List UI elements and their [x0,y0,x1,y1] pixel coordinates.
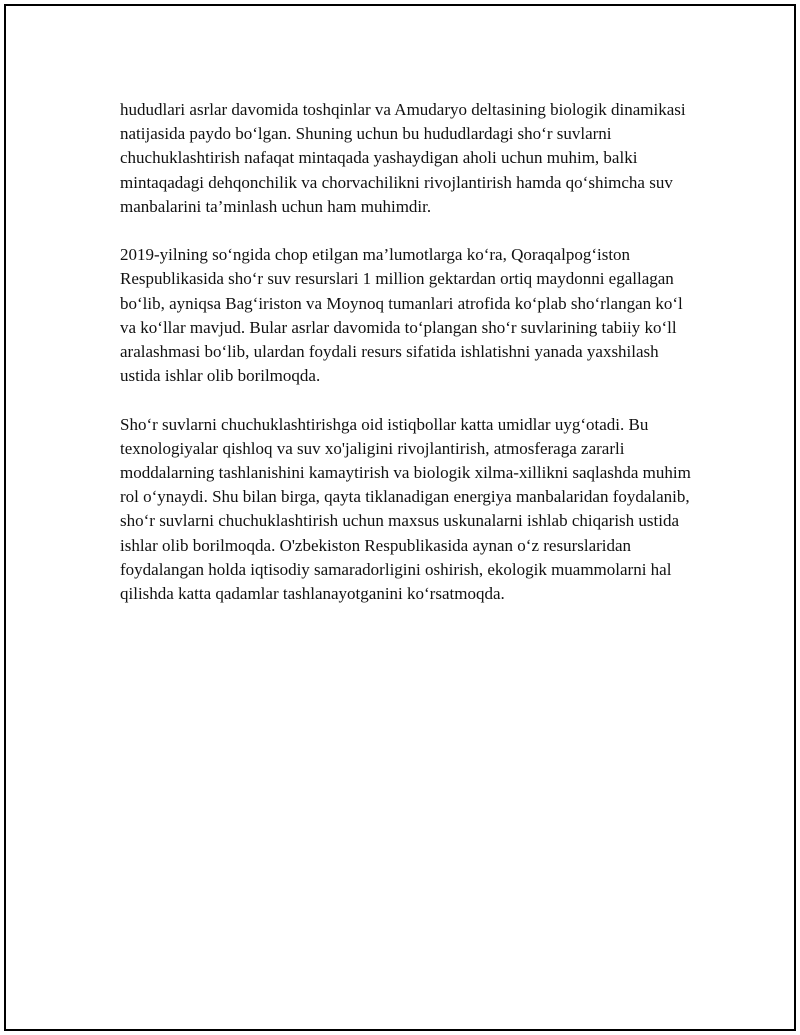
document-body [120,98,695,630]
document-page [4,4,796,1031]
paragraph-1: hududlari asrlar davomida toshqinlar va Amudaryo deltasining biologik dinamikasi natijasida paydo bo‘lgan. Shuning uchun bu hududlardagi sho‘r suvlarni chuchuklashtirish nafaqat mintaqada yashaydigan aholi uchun muhim, balki mintaqadagi dehqonchilik va chorvachilikni rivojlantirish hamda qo‘shimcha suv manbalarini ta’minlash uchun ham muhimdir. [120,100,686,216]
paragraph-3: Sho‘r suvlarni chuchuklashtirishga oid istiqbollar katta umidlar uyg‘otadi. Bu texnologiyalar qishloq va suv xo'jaligini rivojlantirish, atmosferaga zararli moddalarning tashlanishini kamaytirish va biologik xilma-xillikni saqlashda muhim rol o‘ynaydi. Shu bilan birga, qayta tiklanadigan energiya manbalaridan foydalanib, sho‘r suvlarni chuchuklashtirish uchun maxsus uskunalarni ishlab chiqarish ustida ishlar olib borilmoqda. O'zbekiston Respublikasida aynan o‘z resurslaridan foydalangan holda iqtisodiy samaradorligini oshirish, ekologik muammolarni hal qilishda katta qadamlar tashlanayotganini ko‘rsatmoqda. [120,414,691,604]
paragraph-2: 2019-yilning so‘ngida chop etilgan ma’lumotlarga ko‘ra, Qoraqalpog‘iston Respublikasida sho‘r suv resurslari 1 million gektardan ortiq maydonni egallagan bo‘lib, ayniqsa Bag‘iriston va Moynoq tumanlari atrofida ko‘plab sho‘rlangan ko‘l va ko‘llar mavjud. Bular asrlar davomida to‘plangan sho‘r suvlarining tabiiy ko‘ll aralashmasi bo‘lib, ulardan foydali resurs sifatida ishlatishni yanada yaxshilash ustida ishlar olib borilmoqda. [120,245,683,386]
